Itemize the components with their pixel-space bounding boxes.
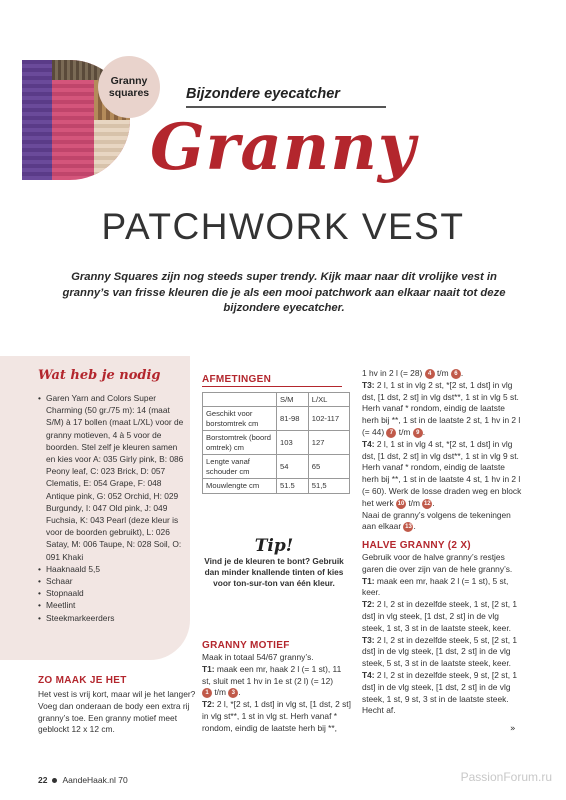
halve-intro: Gebruik voor de halve granny’s restjes garen die over zijn van de hele granny’s. xyxy=(362,552,513,574)
table-row xyxy=(203,407,350,431)
round-label: T3: xyxy=(362,634,375,645)
table-row xyxy=(203,431,350,455)
round-2-end: 1 hv in 2 l (= 28) 4 t/m 6 . xyxy=(362,368,464,378)
page-title: PATCHWORK VEST xyxy=(101,206,465,247)
round-text: maak een mr, haak 2 l (= 1 st), 11 st, sluit met 1 hv in 1e st (2 l) (= 12) xyxy=(202,663,342,686)
motief-text xyxy=(202,652,352,735)
table-cell: Lengte vanaf schouder cm xyxy=(203,455,277,479)
badge-line-1: Granny xyxy=(110,75,148,87)
table-row xyxy=(203,479,350,494)
section-heading-maak: ZO MAAK JE HET xyxy=(38,675,127,686)
round-label: T4: xyxy=(362,669,375,680)
round-text: maak een mr, haak 2 l (= 1 st), 5 st, keer. xyxy=(362,575,509,598)
assembly-text: Naai de granny’s volgens de tekeningen aan elkaar 13 . xyxy=(362,509,511,532)
step-marker-badge: 4 xyxy=(425,369,435,379)
round-label: T4: xyxy=(362,438,375,449)
size-table xyxy=(202,392,350,494)
step-marker-badge: 6 xyxy=(451,369,461,379)
page-number: 22 xyxy=(38,775,48,785)
table-cell: 127 xyxy=(308,431,349,455)
round-text: 2 l, 2 st in dezelfde steek, 5 st, [2 st, 1 dst] in de vlg steek, [1 dst, 2 st] in de vlg steek, 5 st, 3 st in de laatste steek, keer. xyxy=(362,634,518,669)
round-label: T3: xyxy=(362,379,375,390)
heading-underline xyxy=(202,386,342,387)
list-item: • Stopnaald xyxy=(38,587,186,599)
magazine-name: AandeHaak.nl 70 xyxy=(62,775,128,785)
halve-round-3 xyxy=(362,635,522,670)
round-4: T4: 2 l, 1 st in vlg 4 st, *[2 st, 1 dst] in vlg dst, [1 dst, 2 st] in vlg dst**, 1 st in vlg 9 st. Herh vanaf * rondom, eindig de laatste herh bij **, 1 st in de laatste 4 st, 1 hv in 2 l (= 60). Werk de losse draden weg en block het werk 10 t/m 12 . xyxy=(362,438,522,508)
round-text: 2 l, 2 st in dezelfde steek, 1 st, [2 st, 1 dst] in vlg steek, [1 dst, 2 st] in de vlg steek, 1 st, 3 st in de laatste steek, keer. xyxy=(362,599,518,633)
step-marker-badge: 3 xyxy=(228,688,238,698)
step-marker-badge: 1 xyxy=(202,688,212,698)
list-item: • Haaknaald 5,5 xyxy=(38,563,186,575)
list-item: • Schaar xyxy=(38,575,186,587)
materials-title: Wat heb je nodig xyxy=(38,368,161,383)
materials-list xyxy=(38,392,186,624)
section-heading-motief: GRANNY MOTIEF xyxy=(202,640,290,651)
round-text: Naai de granny’s volgens de tekeningen aan elkaar xyxy=(362,509,511,532)
round-text: 2 l, 2 st in dezelfde steek, 9 st, [2 st, 1 dst] in de vlg steek, [1 dst, 2 st] in de vlg steek, 1 st, 9 st, 3 st in de laatste steek. Hecht af. xyxy=(362,669,518,716)
kicker-underline xyxy=(186,106,386,108)
step-marker-badge: 9 xyxy=(413,428,423,438)
range-text: t/m xyxy=(214,687,226,698)
round-label: T1: xyxy=(202,663,215,674)
halve-granny-text xyxy=(362,552,522,717)
instructions-continued xyxy=(362,368,522,533)
list-item: • Steekmarkeerders xyxy=(38,612,186,624)
round-3: T3: 2 l, 1 st in vlg 2 st, *[2 st, 1 dst] in vlg dst, [1 dst, 2 st] in vlg dst**, 1 st in vlg 5 st. Herh vanaf * rondom, eindig de laatste herh bij **, 1 st in de laatste 2 st, 1 hv in 2 l (= 44) 7 t/m 9 . xyxy=(362,379,521,437)
table-cell: Geschikt voor borstomtrek cm xyxy=(203,407,277,431)
tip-text: Vind je de kleuren te bont? Gebruik dan minder knallende tinten of kies voor ton-sur-ton van één kleur. xyxy=(204,556,344,589)
round-text: 1 hv in 2 l (= 28) xyxy=(362,368,423,378)
step-marker-badge: 12 xyxy=(423,500,431,507)
list-item: • Meetlint xyxy=(38,599,186,611)
halve-round-1 xyxy=(362,576,522,600)
table-header: S/M xyxy=(277,393,309,407)
halve-round-4 xyxy=(362,670,522,717)
table-cell: 103 xyxy=(277,431,309,455)
intro-text: Granny Squares zijn nog steeds super trendy. Kijk maar naar dit vrolijke vest in granny’s van frisse kleuren die je als een mooi patchwork aan elkaar naait tot deze bijzondere eyecatcher. xyxy=(62,271,506,315)
section-heading-afmetingen: AFMETINGEN xyxy=(202,374,272,385)
round-text: 2 l, 1 st in vlg 4 st, *[2 st, 1 dst] in vlg dst, [1 dst, 2 st] in vlg dst**, 1 st in vlg 9 st. Herh vanaf * rondom, eindig de laatste herh bij **, 1 st in de laatste 4 st, 1 hv in 2 l (= 60). Werk de losse draden weg en block het werk xyxy=(362,438,522,508)
badge-line-2: squares xyxy=(108,87,150,99)
round-label: T1: xyxy=(362,575,375,586)
halve-round-2 xyxy=(362,599,522,634)
table-cell: 65 xyxy=(308,455,349,479)
eyecatcher-kicker: Bijzondere eyecatcher xyxy=(186,86,340,102)
list-item: • Garen Yarn and Colors Super Charming (50 gr./75 m): 14 (maat S/M) à 17 bollen (maat L/XL) voor de granny motieven, 4 à 5 voor de boorden. Stel zelf je kleuren samen en kies voor A: 035 Girly pink, B: 086 Peony leaf, C: 023 Brick, D: 057 Clematis, E: 054 Grape, F: 048 Antique pink, G: 052 Orchid, H: 029 Burgundy, I: 047 Old pink, J: 049 Fuchsia, K: 043 Pearl (deze kleur is voor de boorden gebruikt), L: 026 Satay, M: 006 Taupe, N: 028 Soil, O: 091 Khaki xyxy=(38,392,186,563)
table-cell: Mouwlengte cm xyxy=(203,479,277,494)
round-label: T2: xyxy=(362,599,375,610)
table-header: L/XL xyxy=(308,393,349,407)
round-text: 2 l, *[2 st, 1 dst] in vlg st, [1 dst, 2 st] in vlg st**, 1 st in vlg st. Herh vanaf * rondom, eindig de laatste herh bij **, xyxy=(202,699,351,733)
table-cell: 54 xyxy=(277,455,309,479)
table-row xyxy=(203,455,350,479)
table-cell: 102-117 xyxy=(308,407,349,431)
section-heading-halve-granny: HALVE GRANNY (2 X) xyxy=(362,540,471,551)
step-marker-badge: 10 xyxy=(397,500,405,507)
bullet-icon xyxy=(52,778,57,783)
table-cell: Borstomtrek (boord omtrek) cm xyxy=(203,431,277,455)
round-text: 2 l, 1 st in vlg 2 st, *[2 st, 1 dst] in vlg dst, [1 dst, 2 st] in vlg dst**, 1 st in vlg 5 st. Herh vanaf * rondom, eindig de laatste herh bij **, 1 st in de laatste 2 st, 1 hv in 2 l (= 44) xyxy=(362,379,521,437)
range-text: t/m xyxy=(408,497,420,508)
round-label: T2: xyxy=(202,699,215,710)
title-script: Granny xyxy=(149,110,417,185)
motief-round-2 xyxy=(202,699,352,734)
page-footer xyxy=(38,775,128,785)
range-text: t/m xyxy=(398,426,411,437)
maak-text: Het vest is vrij kort, maar wil je het langer? Voeg dan onderaan de body een extra rij granny’s toe. Een granny motief meet geblockt 12 x 12 cm. xyxy=(38,689,196,735)
table-cell: 51.5 xyxy=(277,479,309,494)
watermark: PassionForum.ru xyxy=(460,770,552,784)
category-badge xyxy=(98,56,160,118)
step-marker-badge: 13 xyxy=(405,524,412,531)
continue-arrow-icon: » xyxy=(510,724,516,734)
step-marker-badge: 7 xyxy=(386,428,396,438)
motief-intro: Maak in totaal 54/67 granny’s. xyxy=(202,652,314,662)
table-cell: 51,5 xyxy=(308,479,349,494)
motief-round-1: T1: maak een mr, haak 2 l (= 1 st), 11 st, sluit met 1 hv in 1e st (2 l) (= 12) 1 t/m 3 . xyxy=(202,663,342,698)
table-header xyxy=(203,393,277,407)
tip-title: Tip! xyxy=(254,536,294,556)
table-header-row xyxy=(203,393,350,407)
range-text: t/m xyxy=(436,368,449,378)
table-cell: 81-98 xyxy=(277,407,309,431)
